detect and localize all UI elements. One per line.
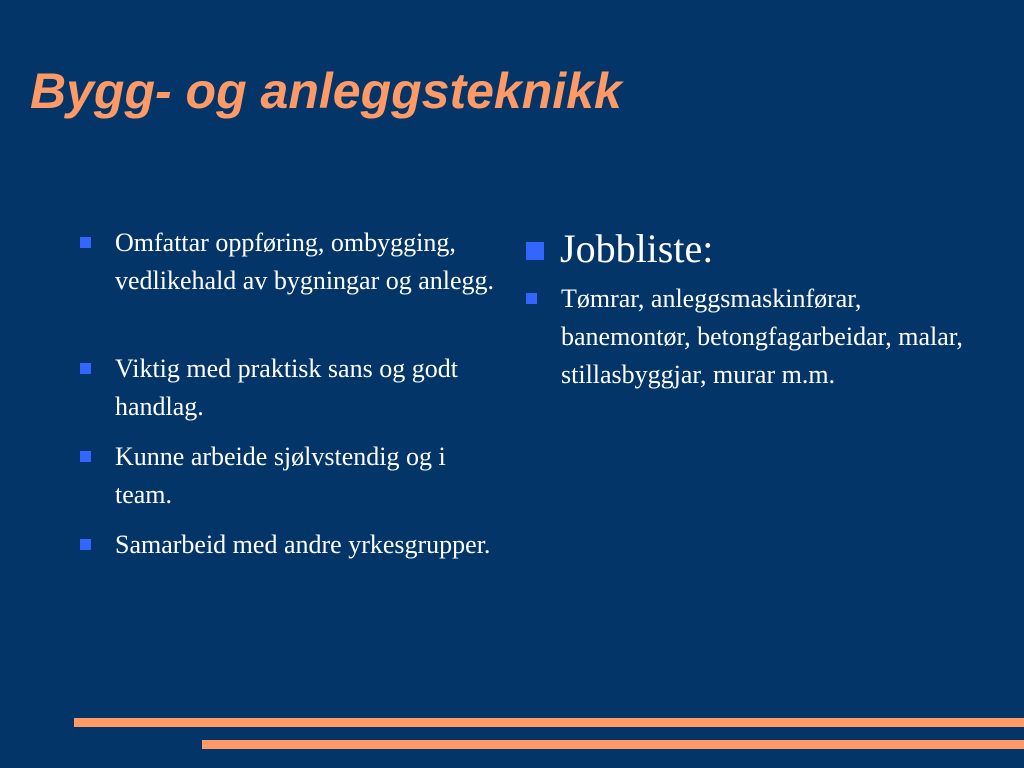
bullet-item [78,526,508,564]
square-bullet-icon [526,293,537,304]
square-bullet-icon [80,451,91,462]
slide-title: Bygg- og anleggsteknikk [30,63,622,119]
bullet-text: Tømrar, anleggsmaskinførar, banemontør, betongfagarbeidar, malar, stillasbyggjar, murar m.m. [561,284,963,389]
bullet-text: Viktig med praktisk sans og godt handlag. [115,354,458,421]
square-bullet-icon [526,242,544,260]
decorative-line-top [74,718,1024,727]
bullet-text: Samarbeid med andre yrkesgrupper. [115,530,491,559]
bullet-item [78,350,508,426]
square-bullet-icon [80,237,91,248]
square-bullet-icon [80,363,91,374]
heading-text: Jobbliste: [560,226,714,271]
bullet-item [78,224,508,300]
right-column [524,224,964,394]
bullet-text: Kunne arbeide sjølvstendig og i team. [115,442,446,509]
square-bullet-icon [80,539,91,550]
decorative-line-bottom [202,740,1024,749]
bullet-text: Omfattar oppføring, ombygging, vedlikehald av bygningar og anlegg. [115,228,495,295]
jobbliste-heading [524,224,964,274]
left-column [78,224,508,564]
bullet-item [524,280,964,394]
bullet-item [78,438,508,514]
